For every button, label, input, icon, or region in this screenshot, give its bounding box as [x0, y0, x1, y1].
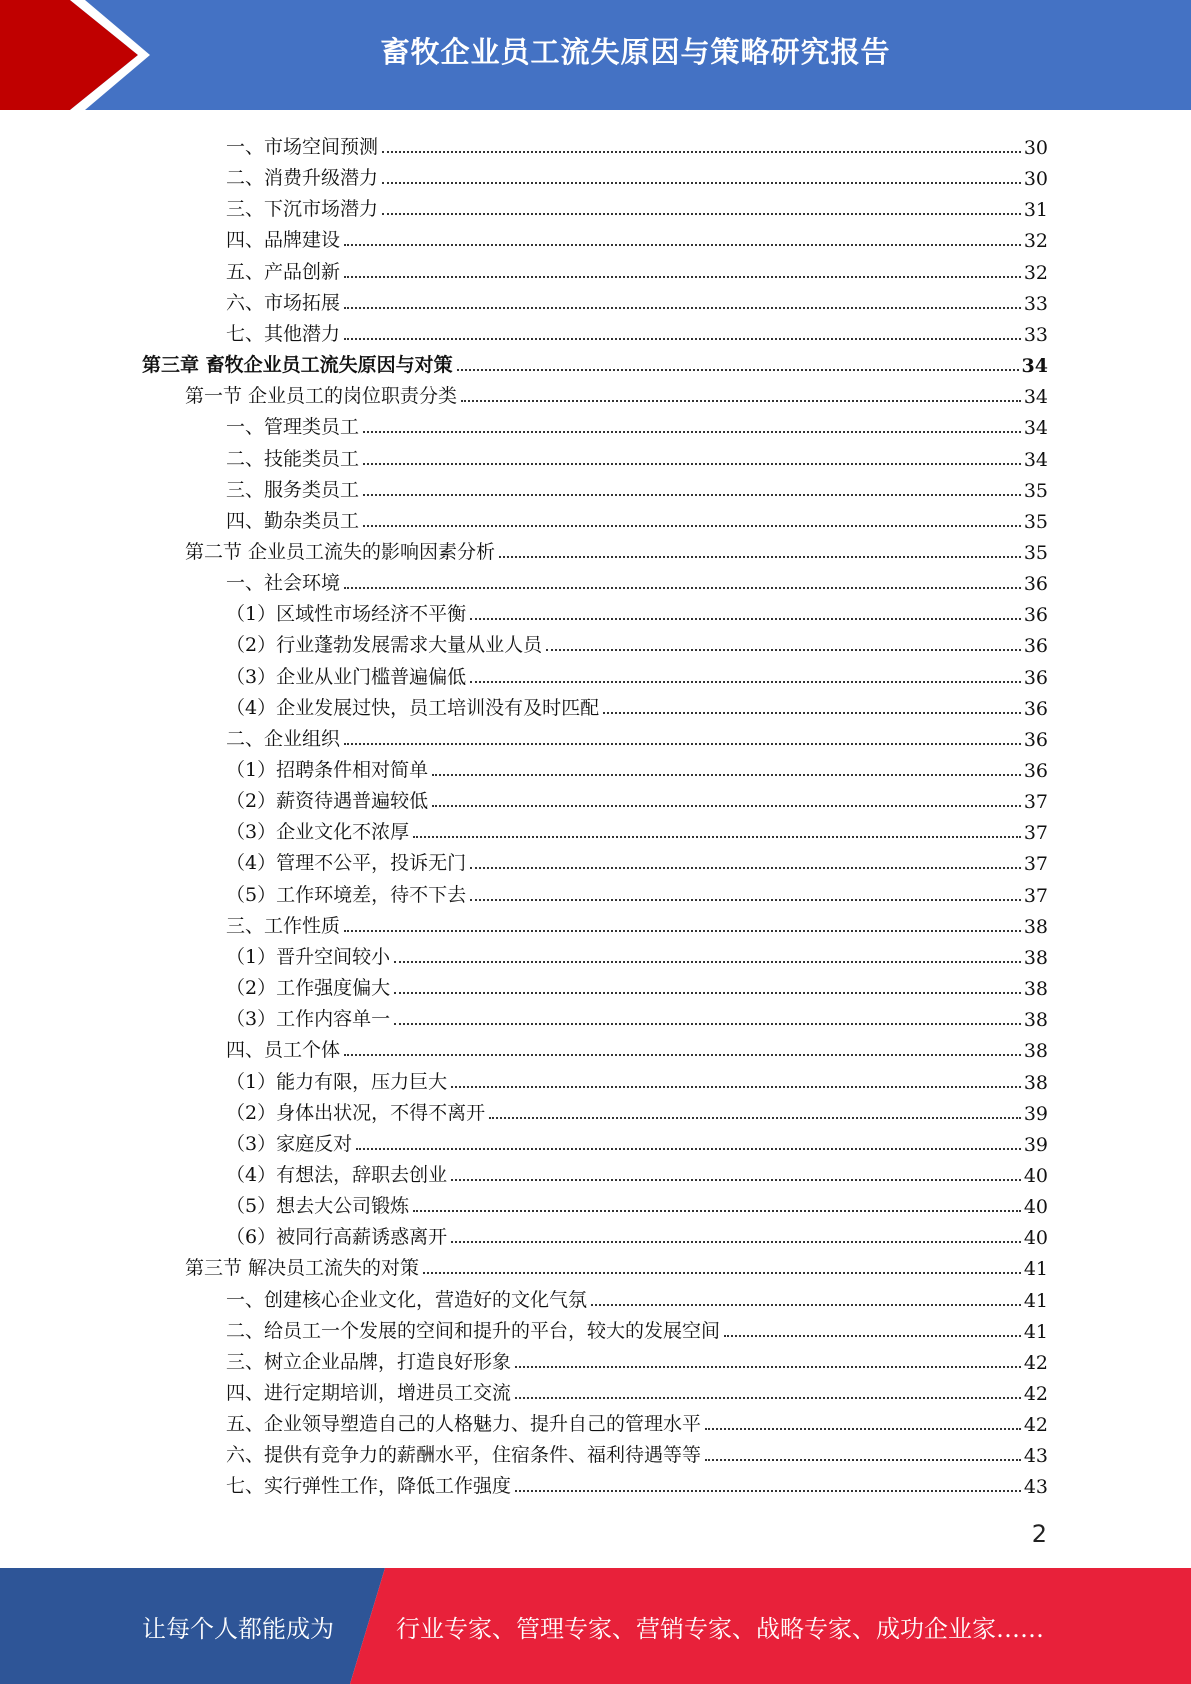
toc-leader-dots: [591, 1304, 1021, 1306]
toc-entry-page: 30: [1023, 168, 1048, 191]
toc-entry-page: 43: [1023, 1476, 1048, 1499]
toc-entry-label: （3）企业文化不浓厚: [226, 821, 410, 844]
toc-entry-label: 一、市场空间预测: [226, 136, 379, 158]
toc-entry-label: 三、工作性质: [226, 914, 341, 937]
toc-entry-label: 三、下沉市场潜力: [226, 198, 379, 221]
toc-leader-dots: [705, 1428, 1021, 1430]
toc-entry-label: （3）企业从业门槛普遍偏低: [226, 665, 467, 688]
toc-entry[interactable]: [226, 128, 1048, 159]
toc-entry-label: 二、技能类员工: [226, 447, 360, 470]
toc-entry[interactable]: [226, 1312, 1048, 1343]
toc-entry[interactable]: [226, 1218, 1048, 1249]
toc-entry-label: 七、实行弹性工作，降低工作强度: [226, 1475, 512, 1498]
toc-entry-label: （1）能力有限，压力巨大: [226, 1070, 448, 1093]
toc-entry-page: 35: [1023, 510, 1048, 533]
toc-entry-label: （3）工作内容单一: [226, 1008, 391, 1031]
toc-leader-dots: [499, 556, 1021, 558]
toc-entry-label: 四、品牌建设: [226, 229, 341, 252]
toc-entry[interactable]: [226, 626, 1048, 657]
toc-entry-page: 37: [1023, 822, 1048, 845]
toc-entry[interactable]: [226, 1000, 1048, 1031]
toc-entry-page: 30: [1023, 137, 1048, 159]
toc-entry[interactable]: [226, 751, 1048, 782]
toc-entry-page: 40: [1023, 1164, 1048, 1187]
toc-entry[interactable]: [226, 440, 1048, 471]
toc-entry-label: （4）企业发展过快，员工培训没有及时匹配: [226, 696, 600, 719]
toc-entry-page: 36: [1023, 666, 1048, 689]
toc-entry-page: 34: [1021, 355, 1048, 378]
toc-leader-dots: [363, 431, 1021, 433]
toc-entry[interactable]: [226, 408, 1048, 439]
toc-leader-dots: [515, 1490, 1021, 1492]
toc-leader-dots: [515, 1397, 1021, 1399]
toc-entry-page: 41: [1023, 1289, 1048, 1312]
toc-entry-page: 36: [1023, 760, 1048, 782]
toc-leader-dots: [344, 743, 1021, 745]
toc-entry-label: （2）薪资待遇普遍较低: [226, 790, 429, 813]
toc-entry-page: 35: [1023, 479, 1048, 502]
toc-leader-dots: [344, 587, 1021, 589]
toc-entry-page: 43: [1023, 1445, 1048, 1468]
toc-entry-page: 42: [1023, 1351, 1048, 1374]
toc-entry[interactable]: [185, 1249, 1048, 1280]
toc-leader-dots: [461, 400, 1021, 402]
toc-leader-dots: [344, 338, 1021, 340]
toc-leader-dots: [394, 992, 1021, 994]
toc-entry[interactable]: [226, 159, 1048, 190]
toc-leader-dots: [382, 151, 1021, 153]
toc-entry[interactable]: [226, 1187, 1048, 1218]
toc-entry[interactable]: [226, 190, 1048, 221]
toc-entry[interactable]: [226, 907, 1048, 938]
report-title: 畜牧企业员工流失原因与策略研究报告: [380, 34, 891, 69]
toc-entry-label: （2）工作强度偏大: [226, 977, 391, 1000]
toc-entry-label: （3）家庭反对: [226, 1132, 353, 1155]
toc-entry-page: 34: [1023, 386, 1048, 409]
toc-entry[interactable]: [226, 1343, 1048, 1374]
toc-leader-dots: [489, 1117, 1021, 1119]
toc-entry[interactable]: [226, 471, 1048, 502]
toc-entry[interactable]: [226, 315, 1048, 346]
toc-leader-dots: [363, 463, 1021, 465]
toc-entry-page: 36: [1023, 635, 1048, 658]
toc-entry-label: 一、管理类员工: [226, 416, 360, 439]
toc-entry[interactable]: [226, 1094, 1048, 1125]
toc-leader-dots: [356, 1148, 1021, 1150]
toc-entry-page: 38: [1023, 978, 1048, 1001]
toc-entry[interactable]: [226, 689, 1048, 720]
toc-leader-dots: [344, 276, 1021, 278]
toc-leader-dots: [470, 618, 1021, 620]
toc-leader-dots: [451, 1241, 1021, 1243]
toc-entry-page: 32: [1023, 230, 1048, 253]
toc-entry[interactable]: [226, 844, 1048, 875]
toc-entry[interactable]: [142, 346, 1048, 377]
toc-entry[interactable]: [226, 564, 1048, 595]
toc-leader-dots: [382, 182, 1021, 184]
footer-slogan-left: 让每个人都能成为: [142, 1614, 334, 1643]
toc-leader-dots: [470, 681, 1021, 683]
toc-leader-dots: [451, 1086, 1021, 1088]
toc-leader-dots: [432, 774, 1021, 776]
toc-entry[interactable]: [226, 658, 1048, 689]
toc-leader-dots: [470, 899, 1021, 901]
toc-entry-page: 37: [1023, 884, 1048, 907]
toc-leader-dots: [423, 1272, 1021, 1274]
toc-entry-page: 35: [1023, 541, 1048, 564]
toc-entry[interactable]: [226, 1281, 1048, 1312]
toc-entry[interactable]: [226, 1031, 1048, 1062]
toc-leader-dots: [344, 244, 1021, 246]
toc-leader-dots: [705, 1459, 1021, 1461]
toc-entry-page: 33: [1023, 292, 1048, 315]
toc-leader-dots: [363, 525, 1021, 527]
toc-entry[interactable]: [226, 1125, 1048, 1156]
toc-entry-page: 40: [1023, 1227, 1048, 1250]
toc-entry-page: 32: [1023, 261, 1048, 284]
toc-leader-dots: [344, 1054, 1021, 1056]
toc-entry[interactable]: [185, 377, 1048, 408]
toc-leader-dots: [394, 961, 1021, 963]
toc-entry-label: （4）有想法，辞职去创业: [226, 1163, 448, 1186]
toc-entry-label: 二、消费升级潜力: [226, 167, 379, 190]
toc-entry-page: 38: [1023, 1009, 1048, 1032]
toc-entry-label: 五、企业领导塑造自己的人格魅力、提升自己的管理水平: [226, 1413, 702, 1436]
toc-entry[interactable]: [226, 720, 1048, 751]
toc-leader-dots: [344, 307, 1021, 309]
toc-leader-dots: [344, 930, 1021, 932]
toc-entry[interactable]: [226, 595, 1048, 626]
toc-entry[interactable]: [226, 253, 1048, 284]
toc-entry-page: 37: [1023, 791, 1048, 814]
toc-leader-dots: [432, 805, 1021, 807]
toc-leader-dots: [382, 213, 1021, 215]
toc-entry[interactable]: [226, 1156, 1048, 1187]
toc-entry-label: （1）区域性市场经济不平衡: [226, 603, 467, 626]
toc-leader-dots: [413, 1210, 1021, 1212]
toc-leader-dots: [603, 712, 1021, 714]
toc-entry-label: 五、产品创新: [226, 260, 341, 283]
toc-entry-page: 42: [1023, 1383, 1048, 1405]
toc-entry-page: 40: [1023, 1196, 1048, 1219]
toc-entry[interactable]: [226, 1467, 1048, 1498]
toc-entry-label: 四、进行定期培训，增进员工交流: [226, 1382, 512, 1404]
toc-entry-page: 41: [1023, 1320, 1048, 1343]
toc-leader-dots: [451, 1179, 1021, 1181]
toc-entry-label: 四、勤杂类员工: [226, 509, 360, 532]
page-number: 2: [1031, 1520, 1047, 1548]
toc-entry[interactable]: [226, 969, 1048, 1000]
toc-entry[interactable]: [226, 813, 1048, 844]
page-header: [0, 0, 1191, 110]
toc-entry-label: 第三节 解决员工流失的对策: [185, 1257, 420, 1280]
toc-leader-dots: [515, 1366, 1021, 1368]
footer-slogan-right: 行业专家、管理专家、营销专家、战略专家、成功企业家……: [396, 1614, 1044, 1643]
toc-entry-label: 二、给员工一个发展的空间和提升的平台，较大的发展空间: [226, 1319, 721, 1342]
toc-entry[interactable]: [226, 502, 1048, 533]
page-footer: [0, 1568, 1191, 1684]
toc-entry-page: 36: [1023, 573, 1048, 596]
toc-entry-page: 34: [1023, 448, 1048, 471]
toc-entry-label: （6）被同行高薪诱惑离开: [226, 1226, 448, 1249]
toc-entry-label: 第二节 企业员工流失的影响因素分析: [185, 540, 496, 563]
toc-entry[interactable]: [226, 1405, 1048, 1436]
toc-entry-label: 二、企业组织: [226, 727, 341, 750]
toc-entry-page: 38: [1023, 915, 1048, 938]
toc-entry[interactable]: [226, 284, 1048, 315]
toc-entry-label: （2）行业蓬勃发展需求大量从业人员: [226, 634, 543, 657]
toc-entry-page: 38: [1023, 1040, 1048, 1063]
toc-entry-label: 六、市场拓展: [226, 291, 341, 314]
toc-entry-label: 一、社会环境: [226, 572, 341, 595]
toc-entry-label: （1）晋升空间较小: [226, 945, 391, 968]
toc-entry-label: （4）管理不公平，投诉无门: [226, 852, 467, 875]
toc-entry-page: 39: [1023, 1133, 1048, 1156]
toc-entry[interactable]: [226, 1374, 1048, 1405]
toc-entry-label: 七、其他潜力: [226, 322, 341, 345]
toc-leader-dots: [724, 1335, 1021, 1337]
toc-entry-label: 六、提供有竞争力的薪酬水平，住宿条件、福利待遇等等: [226, 1444, 702, 1467]
toc-entry-page: 38: [1023, 1071, 1048, 1094]
toc-entry-label: 四、员工个体: [226, 1039, 341, 1062]
toc-entry-page: 33: [1023, 323, 1048, 346]
toc-entry-page: 36: [1023, 604, 1048, 627]
toc-entry-page: 34: [1023, 417, 1048, 440]
toc-entry[interactable]: [226, 782, 1048, 813]
toc-leader-dots: [457, 369, 1019, 371]
toc-entry[interactable]: [226, 1063, 1048, 1094]
toc-entry-label: 三、服务类员工: [226, 478, 360, 501]
toc-entry-label: （5）想去大公司锻炼: [226, 1195, 410, 1218]
toc-entry-page: 41: [1023, 1258, 1048, 1281]
toc-leader-dots: [394, 1023, 1021, 1025]
toc-entry[interactable]: [226, 221, 1048, 252]
toc-entry-page: 42: [1023, 1414, 1048, 1437]
toc-leader-dots: [363, 494, 1021, 496]
toc-entry-page: 38: [1023, 946, 1048, 969]
toc-entry-page: 31: [1023, 199, 1048, 222]
toc-entry-page: 36: [1023, 728, 1048, 751]
toc-leader-dots: [546, 649, 1021, 651]
toc-leader-dots: [413, 836, 1021, 838]
toc-entry-page: 36: [1023, 697, 1048, 720]
toc-entry-page: 37: [1023, 853, 1048, 876]
toc-entry[interactable]: [185, 533, 1048, 564]
toc-entry-page: 39: [1023, 1102, 1048, 1125]
toc-entry[interactable]: [226, 938, 1048, 969]
toc-entry[interactable]: [226, 1436, 1048, 1467]
toc-entry-label: 一、创建核心企业文化，营造好的文化气氛: [226, 1288, 588, 1311]
toc-entry-label: （2）身体出状况，不得不离开: [226, 1101, 486, 1124]
toc-entry-label: 三、树立企业品牌，打造良好形象: [226, 1350, 512, 1373]
toc-entry-label: （5）工作环境差，待不下去: [226, 883, 467, 906]
toc-entry[interactable]: [226, 876, 1048, 907]
toc-entry-label: 第一节 企业员工的岗位职责分类: [185, 385, 458, 408]
toc-leader-dots: [470, 867, 1021, 869]
toc-entry-label: （1）招聘条件相对简单: [226, 759, 429, 781]
toc-entry-label: 第三章 畜牧企业员工流失原因与对策: [142, 354, 453, 377]
